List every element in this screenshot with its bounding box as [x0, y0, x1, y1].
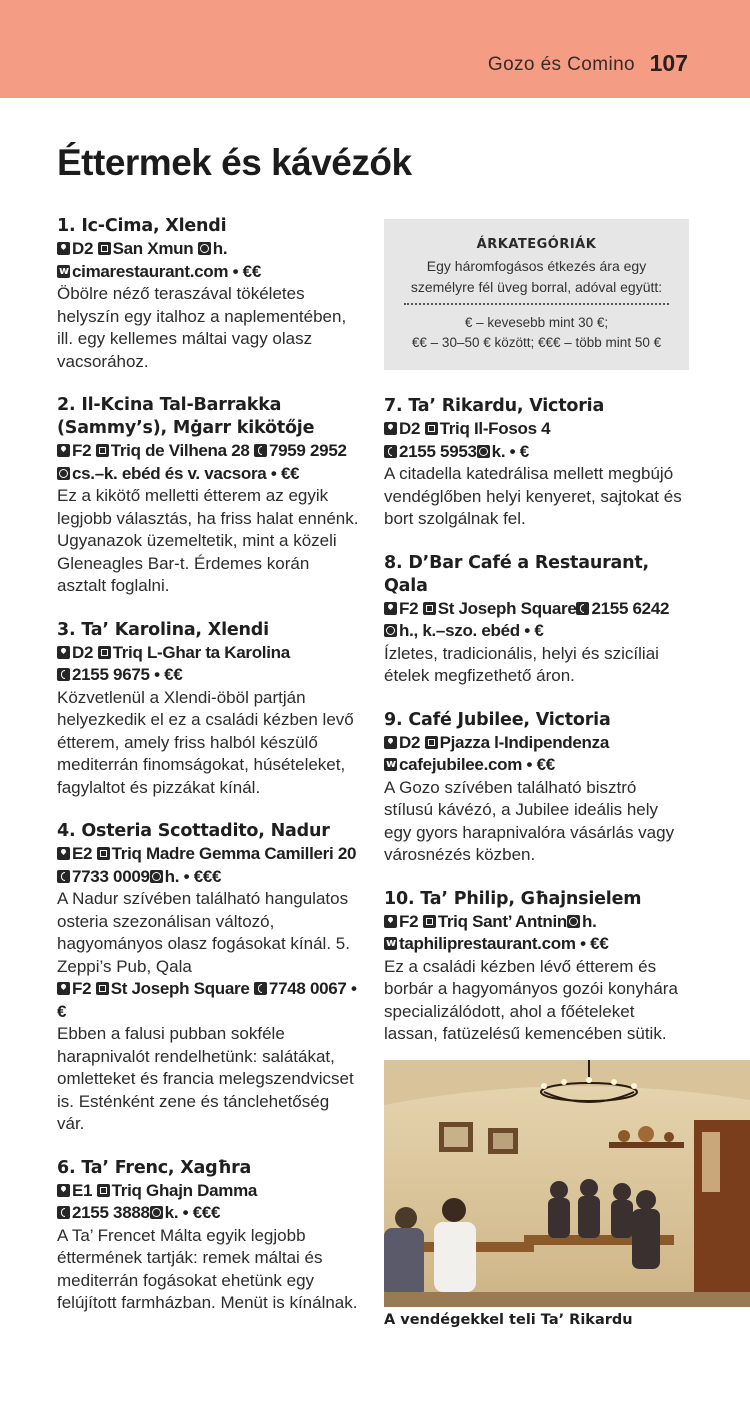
price-category: €€€	[192, 1203, 221, 1222]
map-reference: D2	[399, 732, 421, 752]
price-category: €€	[280, 463, 300, 483]
address: San Xmun	[112, 239, 194, 258]
price-legend-cheap: € – kevesebb mint 30 €;	[464, 315, 609, 330]
restaurant-meta: E1 Triq Ghajn Damma 2155 3888 k. • €€€	[57, 1180, 360, 1225]
restaurant-entry	[57, 394, 360, 598]
restaurant-title: 8. D’Bar Café a Restaurant, Qala	[384, 552, 649, 596]
phone-icon	[57, 668, 70, 681]
website-icon	[384, 937, 397, 950]
price-category: €€	[590, 934, 609, 953]
price-box-description: Egy háromfogásos étkezés ára egy személyre fél üveg borral, adóval együtt:	[410, 258, 663, 295]
price-box-title: ÁRKATEGÓRIÁK	[476, 237, 597, 252]
picture	[493, 1133, 513, 1149]
left-column	[57, 215, 360, 1336]
address: St Joseph Square	[437, 598, 577, 618]
restaurant-interior-photo	[384, 1060, 750, 1307]
map-reference-icon	[384, 915, 397, 928]
map-reference-icon	[57, 982, 70, 995]
map-reference-icon	[57, 847, 70, 860]
restaurant-entry	[384, 395, 689, 531]
restaurant-entry	[384, 888, 689, 1046]
address-icon	[425, 422, 438, 435]
map-reference: F2	[399, 911, 419, 931]
map-reference: D2	[72, 642, 94, 662]
photo-caption: A vendégekkel teli Ta’ Rikardu	[384, 1312, 633, 1328]
website-icon	[384, 758, 397, 771]
website-link[interactable]: cafejubilee.com	[399, 755, 523, 774]
restaurant-meta: F2 St Joseph Square 7748 0067 • €	[57, 979, 357, 1021]
address: Triq Madre Gemma Camilleri 20	[111, 844, 357, 863]
address: Triq L-Ghar ta Karolina	[112, 642, 290, 662]
restaurant-description: A Gozo szívében található bisztró stílusú kávézó, a Jubilee ideális hely egy gyors harapnivalóra vásárlás vagy városnézés közben.	[384, 777, 675, 864]
phone-icon	[254, 982, 267, 995]
restaurant-entry	[57, 619, 360, 800]
restaurant-meta: F2 Triq Sant’ Antnin h. wtaphiliprestaurant.com • €€	[384, 911, 689, 956]
address-icon	[97, 1184, 110, 1197]
phone-number: 2155 6242	[591, 598, 670, 618]
closing-days: h.	[212, 239, 228, 258]
phone-number: 7959 2952	[268, 441, 347, 460]
phone-icon	[57, 1206, 70, 1219]
price-category: €	[519, 441, 529, 461]
phone-number: 7748 0067	[268, 979, 347, 998]
restaurant-meta: D2 San Xmun h. wcimarestaurant.com • €€	[57, 238, 360, 283]
pottery	[618, 1130, 630, 1142]
pottery	[664, 1132, 674, 1142]
restaurant-description: Ebben a falusi pubban sokféle harapnivalót rendelhetünk: salátákat, omletteket és francia melegszendvicset is. Esténként zene és tánclehetőség vár.	[57, 1024, 354, 1133]
address: St Joseph Square	[110, 979, 250, 998]
map-reference: E2	[72, 844, 93, 863]
restaurant-title: 7. Ta’ Rikardu, Victoria	[384, 396, 605, 416]
restaurant-title: 1. Ic-Cima, Xlendi	[57, 216, 227, 236]
closing-days: h.	[582, 911, 597, 931]
price-category: €€	[242, 261, 261, 281]
map-reference-icon	[384, 422, 397, 435]
opening-hours-icon	[198, 242, 211, 255]
restaurant-description: A Nadur szívében található hangulatos osteria szezonálisan változó, hagyományos olasz fogásokat kínál. 5. Zeppi’s Pub, Qala	[57, 889, 350, 976]
map-reference: F2	[72, 979, 92, 998]
address: Triq de Vilhena 28	[110, 441, 250, 460]
restaurant-entry	[57, 978, 360, 1136]
address: Pjazza l-Indipendenza	[439, 732, 609, 752]
restaurant-meta: D2 Triq L-Ghar ta Karolina 2155 9675 • €€	[57, 642, 360, 687]
opening-hours-icon	[477, 445, 490, 458]
dotted-divider	[404, 303, 669, 305]
map-reference-icon	[57, 646, 70, 659]
map-reference: E1	[72, 1180, 93, 1200]
restaurant-entry	[57, 1157, 360, 1315]
restaurant-entry	[57, 820, 360, 978]
restaurant-entry	[384, 709, 689, 867]
restaurant-title: 10. Ta’ Philip, Għajnsielem	[384, 888, 642, 909]
restaurant-title: 9. Café Jubilee, Victoria	[384, 709, 611, 730]
address: Triq Il-Fosos 4	[439, 419, 551, 438]
price-category: €	[57, 1001, 67, 1021]
page-number: 107	[649, 50, 688, 76]
phone-number: 7733 0009	[72, 866, 150, 886]
price-category: €	[534, 621, 544, 640]
restaurant-title: 4. Osteria Scottadito, Nadur	[57, 821, 330, 841]
map-reference-icon	[57, 242, 70, 255]
opening-hours-icon	[567, 915, 580, 928]
website-icon	[57, 265, 70, 278]
map-reference: D2	[72, 239, 94, 258]
picture	[444, 1127, 468, 1147]
restaurant-title: 2. Il-Kcina Tal-Barrakka (Sammy’s), Mġarr kikötője	[57, 395, 315, 438]
page-header	[0, 0, 750, 98]
price-category: €€	[164, 665, 183, 684]
phone-number: 2155 5953	[399, 441, 477, 461]
right-column	[384, 395, 689, 1067]
closing-days: k.	[491, 441, 506, 461]
address-icon	[425, 736, 438, 749]
price-category: €€€	[193, 866, 222, 886]
map-reference: D2	[399, 419, 421, 438]
opening-hours-icon	[150, 870, 163, 883]
restaurant-description: Öbölre néző teraszával tökéletes helyszín egy italhoz a naplementében, ill. egy kellemes máltai vagy olasz vacsorához.	[57, 284, 347, 371]
phone-icon	[384, 445, 397, 458]
price-categories-box	[384, 219, 689, 370]
price-legend-mid-high: €€ – 30–50 € között; €€€ – több mint 50 €	[411, 335, 662, 350]
map-reference: F2	[399, 598, 419, 618]
address-icon	[97, 847, 110, 860]
page-title: Éttermek és kávézók	[57, 142, 412, 183]
restaurant-title: 3. Ta’ Karolina, Xlendi	[57, 619, 269, 640]
restaurant-meta: D2 Pjazza l-Indipendenza wcafejubilee.com • €€	[384, 732, 689, 777]
website-link[interactable]: cimarestaurant.com	[72, 261, 229, 281]
restaurant-description: Közvetlenül a Xlendi-öböl partján helyezkedik el ez a családi kézben levő étterem, amely friss halból készülő mediterrán finomságokat, húsételeket, fagylaltot és pizzákat kínál.	[57, 687, 354, 797]
restaurant-description: A citadella katedrálisa mellett megbújó vendéglőben helyi kenyeret, sajtokat és bort szolgálnak fel.	[384, 464, 682, 528]
restaurant-description: Ez a kikötő melletti étterem az egyik legjobb választás, ha friss halat ennénk. Ugyanazok üzemeltetik, mint a közeli Gleneagles Bar-t. Érdemes korán asztalt foglalni.	[57, 486, 359, 595]
restaurant-description: Ízletes, tradicionális, helyi és szicíliai ételek megfizethető áron.	[384, 643, 659, 685]
running-title: Gozo és Comino	[487, 54, 635, 75]
restaurant-description: Ez a családi kézben lévő étterem és borbár a hagyományos gozói konyhára specializálódott, ahol a főételeket lassan, fatüzelésű kemencében sütik.	[384, 956, 678, 1043]
restaurant-meta: F2 Triq de Vilhena 28 7959 2952 cs.–k. ebéd és v. vacsora • €€	[57, 440, 360, 485]
photo-illustration	[384, 1060, 750, 1307]
address-icon	[98, 646, 111, 659]
restaurant-title: 6. Ta’ Frenc, Xagħra	[57, 1157, 252, 1178]
address: Triq Sant’ Antnin	[437, 911, 568, 931]
closing-days: k.	[164, 1203, 179, 1222]
opening-hours-icon	[150, 1206, 163, 1219]
map-reference-icon	[384, 602, 397, 615]
map-reference-icon	[57, 1184, 70, 1197]
restaurant-meta: E2 Triq Madre Gemma Camilleri 207733 0009 h. • €€€	[57, 843, 360, 888]
address-icon	[423, 602, 436, 615]
closing-days: h.	[164, 866, 180, 886]
opening-hours-icon	[57, 467, 70, 480]
address: Triq Ghajn Damma	[111, 1180, 258, 1200]
map-reference: F2	[72, 441, 92, 460]
closing-days: h., k.–szo. ebéd	[399, 621, 520, 640]
phone-number: 2155 3888	[72, 1203, 150, 1222]
phone-icon	[57, 870, 70, 883]
address-icon	[96, 982, 109, 995]
restaurant-entry	[384, 552, 689, 688]
address-icon	[98, 242, 111, 255]
pottery	[638, 1126, 654, 1142]
floor	[384, 1292, 750, 1307]
restaurant-meta: F2 St Joseph Square 2155 6242 h., k.–szo. ebéd • €	[384, 598, 689, 643]
closing-days: cs.–k. ebéd és v. vacsora	[72, 463, 267, 483]
address-icon	[423, 915, 436, 928]
website-link[interactable]: taphiliprestaurant.com	[399, 934, 576, 953]
phone-icon	[254, 444, 267, 457]
door-window	[702, 1132, 720, 1192]
restaurant-description: A Ta’ Frencet Málta egyik legjobb éttermének tartják: remek máltai és mediterrán fogásokat ehetünk egy felújított farmházban. Menüt is kínálnak.	[57, 1225, 358, 1312]
phone-icon	[576, 602, 589, 615]
opening-hours-icon	[384, 624, 397, 637]
restaurant-entry	[57, 215, 360, 373]
price-category: €€	[536, 755, 555, 774]
shelf	[609, 1142, 684, 1148]
restaurant-meta: D2 Triq Il-Fosos 4 2155 5953 k. • €	[384, 418, 689, 463]
phone-number: 2155 9675	[72, 665, 150, 684]
address-icon	[96, 444, 109, 457]
map-reference-icon	[384, 736, 397, 749]
map-reference-icon	[57, 444, 70, 457]
